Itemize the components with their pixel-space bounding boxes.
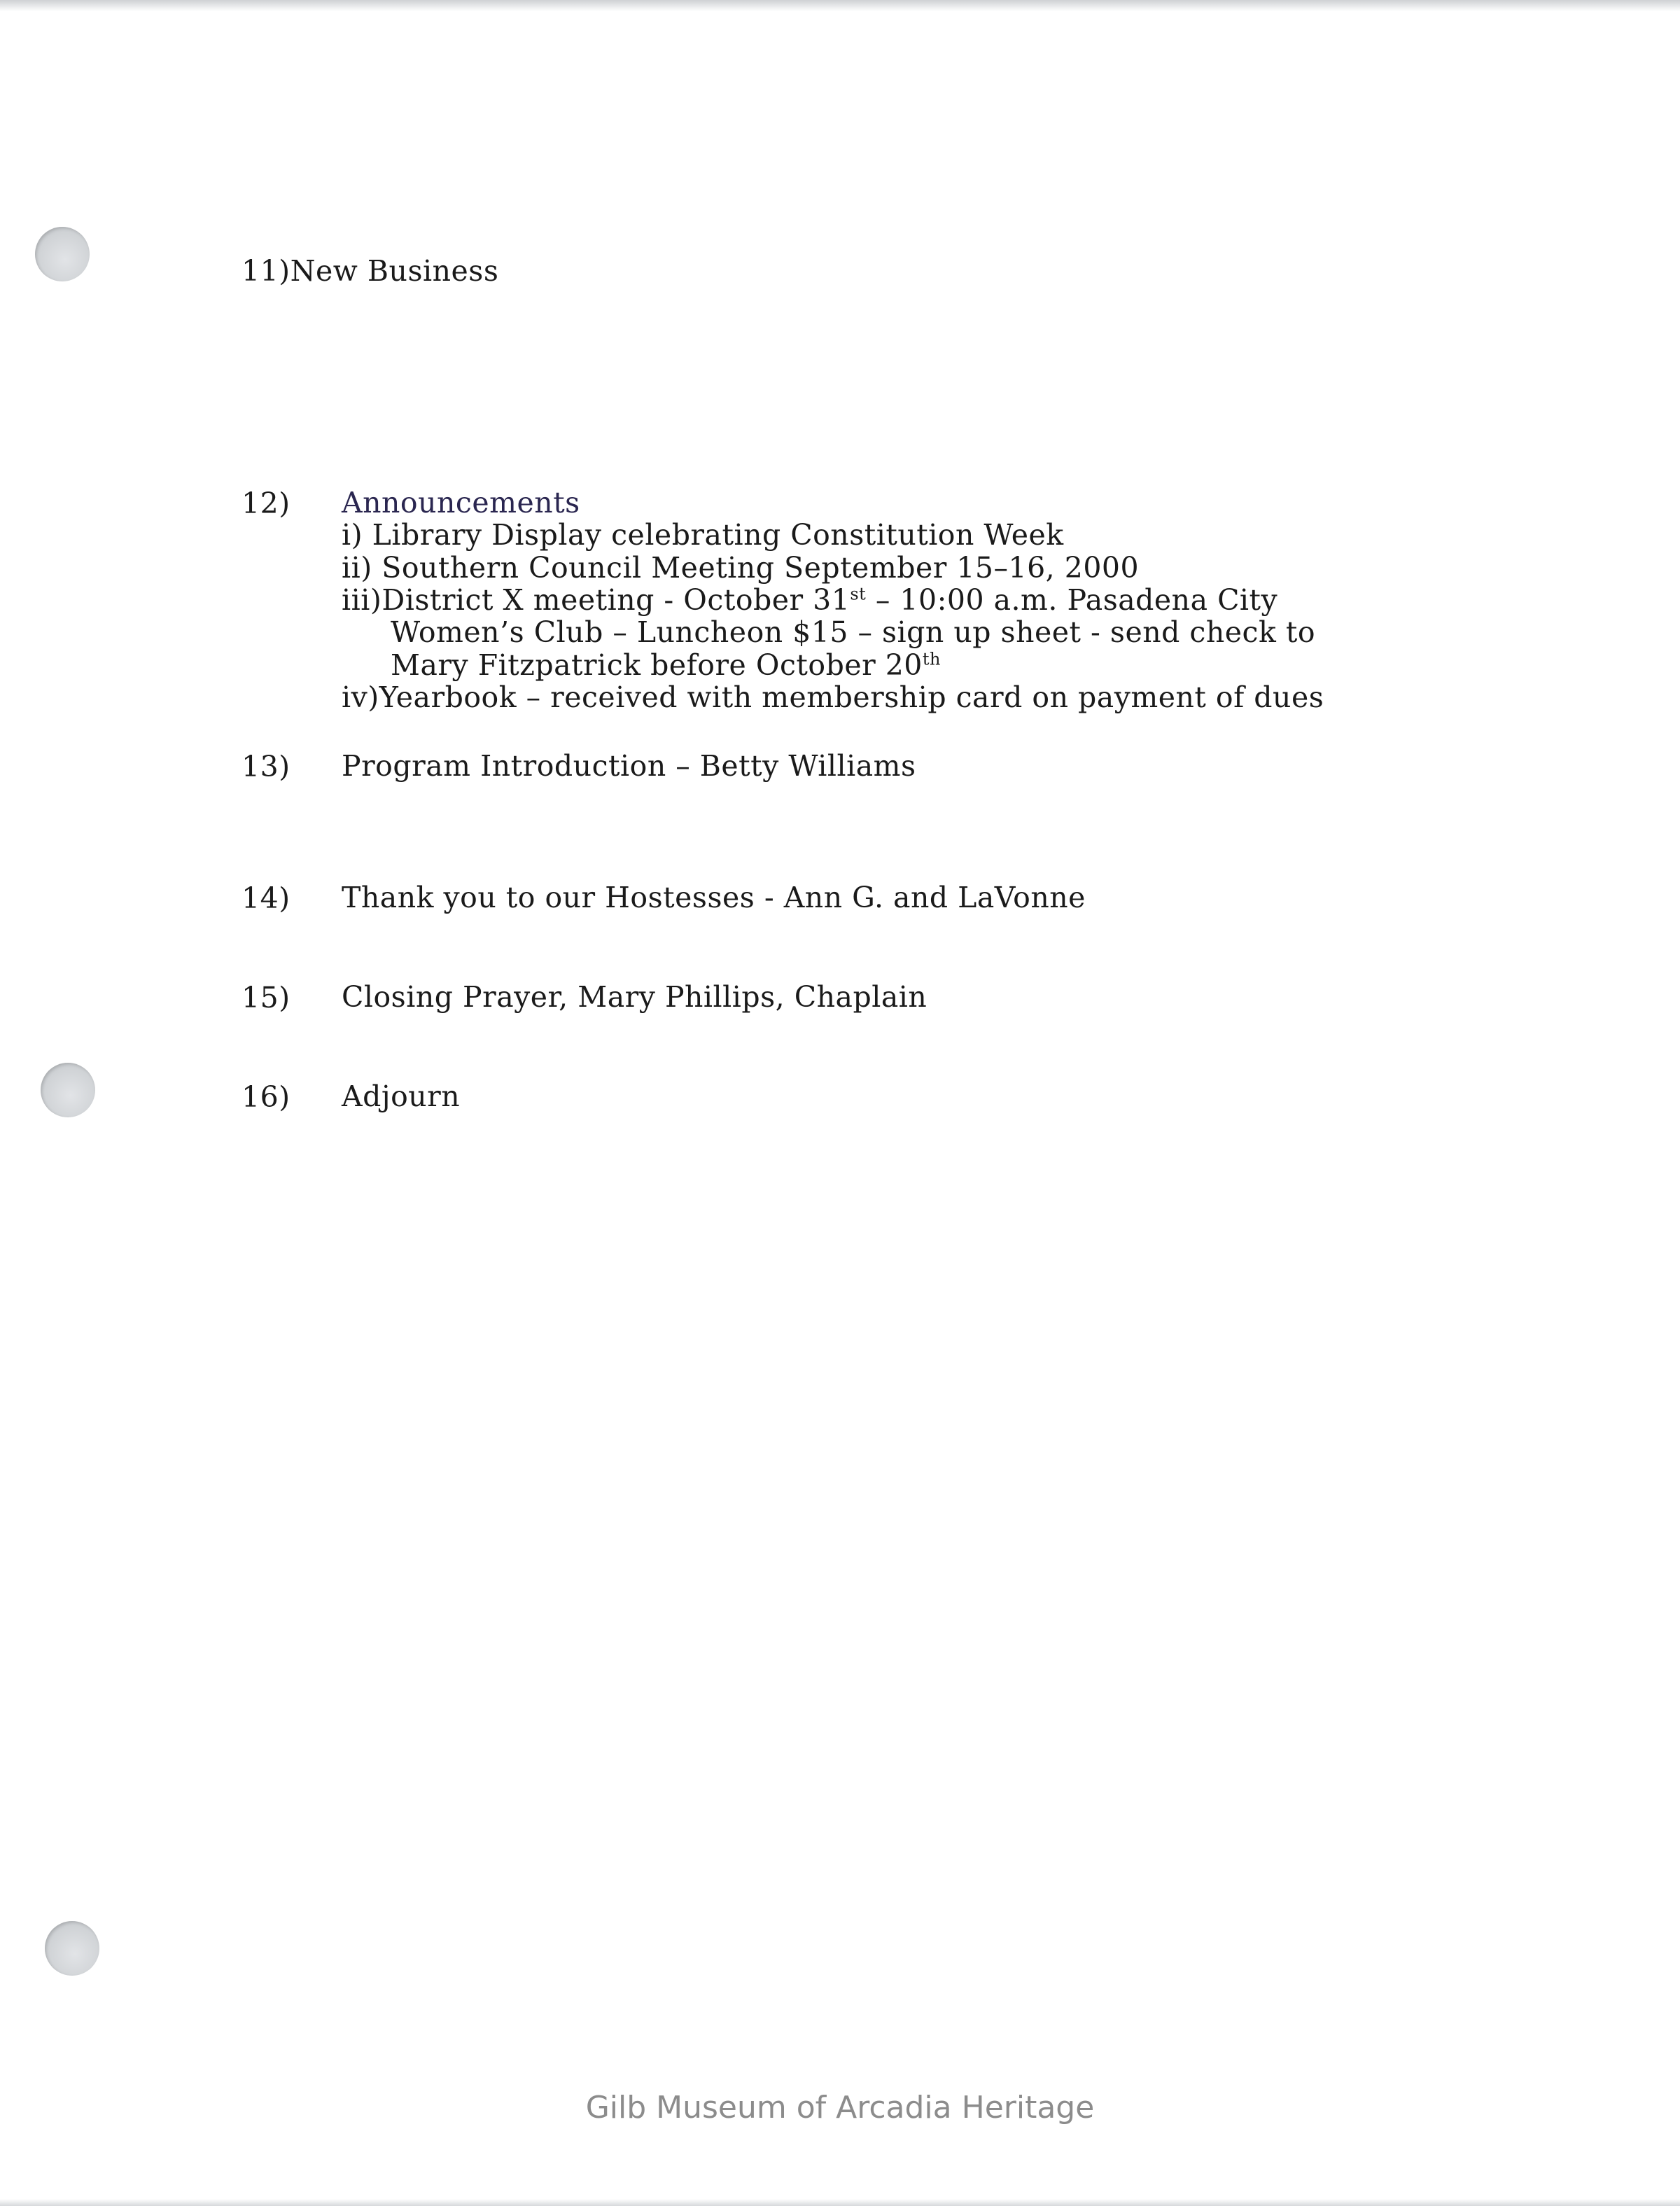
- announcement-district-meeting-line1: [342, 583, 1278, 617]
- hostesses-thanks: Thank you to our Hostesses - Ann G. and LaVonne: [342, 881, 1086, 914]
- district-meeting-text-a: iii)District X meeting - October 31: [342, 583, 850, 617]
- punch-hole: [45, 1921, 99, 1976]
- agenda-item-number: 12): [241, 487, 290, 520]
- announcements-heading: Announcements: [342, 486, 580, 519]
- agenda-item-new-business: 11)New Business: [241, 254, 499, 288]
- adjourn: Adjourn: [342, 1080, 461, 1113]
- ordinal-suffix: th: [922, 649, 941, 669]
- announcement-southern-council: ii) Southern Council Meeting September 15–16, 2000: [342, 551, 1140, 585]
- agenda-item-number: 16): [241, 1080, 290, 1114]
- agenda-item-number: 13): [241, 750, 290, 783]
- announcement-district-meeting-line2: Women’s Club – Luncheon $15 – sign up sheet - send check to: [391, 615, 1316, 649]
- program-introduction: Program Introduction – Betty Williams: [342, 749, 916, 783]
- punch-hole: [35, 227, 90, 281]
- announcement-district-meeting-line3: [391, 648, 941, 682]
- museum-watermark: Gilb Museum of Arcadia Heritage: [585, 2090, 1095, 2125]
- scan-top-edge: [0, 0, 1680, 11]
- agenda-item-number: 14): [241, 881, 290, 915]
- scan-bottom-edge: [0, 2199, 1680, 2206]
- district-meeting-text-b: – 10:00 a.m. Pasadena City: [866, 583, 1278, 617]
- punch-hole: [41, 1063, 95, 1117]
- district-meeting-text-c: Mary Fitzpatrick before October 20: [391, 648, 923, 682]
- agenda-item-number: 15): [241, 981, 290, 1014]
- announcement-yearbook: iv)Yearbook – received with membership card on payment of dues: [342, 680, 1324, 714]
- announcement-library-display: i) Library Display celebrating Constitution Week: [342, 518, 1064, 552]
- closing-prayer: Closing Prayer, Mary Phillips, Chaplain: [342, 980, 927, 1014]
- ordinal-suffix: st: [850, 584, 867, 604]
